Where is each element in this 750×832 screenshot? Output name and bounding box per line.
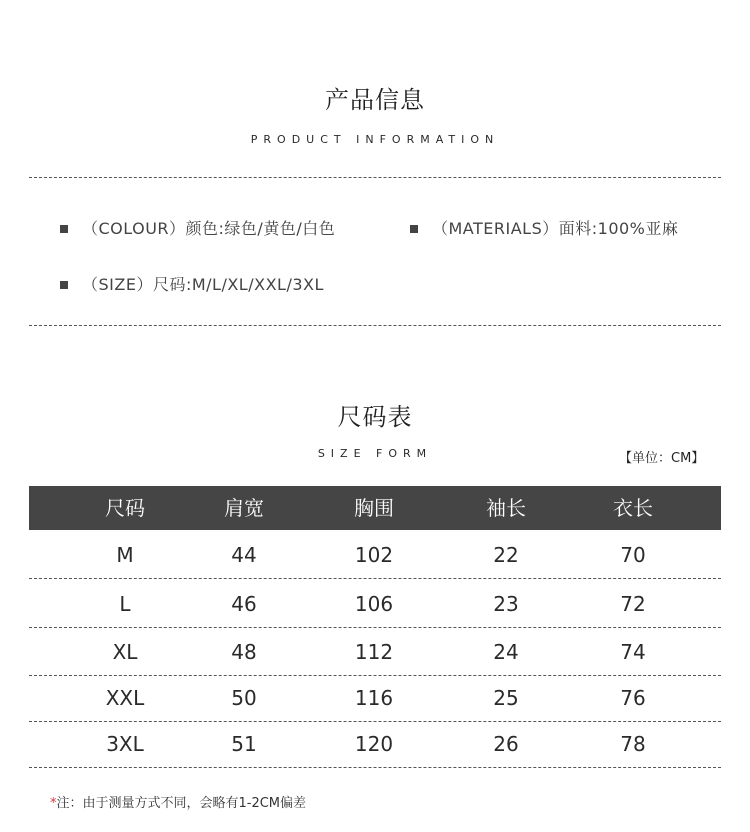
product-info-subtitle: PRODUCT INFORMATION bbox=[250, 133, 500, 146]
cell-shoulder: 46 bbox=[231, 592, 257, 616]
size-table-header bbox=[29, 486, 721, 530]
square-bullet-icon bbox=[60, 225, 68, 233]
cell-sleeve: 24 bbox=[493, 640, 519, 664]
cell-chest: 102 bbox=[354, 543, 394, 567]
note-asterisk: * bbox=[50, 796, 57, 811]
square-bullet-icon bbox=[410, 225, 418, 233]
size-info bbox=[60, 272, 324, 295]
cell-chest: 116 bbox=[354, 686, 394, 710]
cell-length: 70 bbox=[620, 543, 646, 567]
header-sleeve: 袖长 bbox=[486, 496, 526, 520]
cell-shoulder: 51 bbox=[231, 732, 257, 756]
cell-chest: 112 bbox=[354, 640, 394, 664]
cell-size: 3XL bbox=[106, 732, 144, 756]
table-row bbox=[29, 532, 721, 579]
cell-sleeve: 25 bbox=[493, 686, 519, 710]
measurement-note bbox=[50, 792, 306, 811]
table-row bbox=[29, 629, 721, 676]
cell-length: 76 bbox=[620, 686, 646, 710]
note-text: 注：由于测量方式不同，会略有1-2CM偏差 bbox=[56, 796, 307, 811]
square-bullet-icon bbox=[60, 281, 68, 289]
materials-info bbox=[410, 216, 678, 239]
cell-length: 78 bbox=[620, 732, 646, 756]
header-chest: 胸围 bbox=[354, 496, 394, 520]
cell-shoulder: 48 bbox=[231, 640, 257, 664]
table-row bbox=[29, 721, 721, 768]
cell-shoulder: 44 bbox=[231, 543, 257, 567]
size-form-title: 尺码表 bbox=[337, 403, 413, 431]
divider-middle bbox=[29, 325, 721, 326]
header-size: 尺码 bbox=[105, 496, 145, 520]
header-shoulder: 肩宽 bbox=[224, 496, 264, 520]
cell-sleeve: 23 bbox=[493, 592, 519, 616]
unit-label: 【单位：CM】 bbox=[619, 451, 705, 466]
cell-length: 74 bbox=[620, 640, 646, 664]
size-text: （SIZE）尺码:M/L/XL/XXL/3XL bbox=[82, 275, 324, 294]
cell-chest: 106 bbox=[354, 592, 394, 616]
cell-size: XL bbox=[112, 640, 138, 664]
cell-size: M bbox=[116, 543, 134, 567]
cell-length: 72 bbox=[620, 592, 646, 616]
product-info-title: 产品信息 bbox=[325, 86, 425, 114]
cell-sleeve: 26 bbox=[493, 732, 519, 756]
table-row bbox=[29, 581, 721, 628]
table-row bbox=[29, 675, 721, 722]
cell-size: L bbox=[119, 592, 131, 616]
cell-chest: 120 bbox=[354, 732, 394, 756]
header-length: 衣长 bbox=[613, 496, 653, 520]
divider-top bbox=[29, 177, 721, 178]
cell-size: XXL bbox=[105, 686, 145, 710]
cell-shoulder: 50 bbox=[231, 686, 257, 710]
size-form-subtitle: SIZE FORM bbox=[317, 447, 433, 460]
colour-text: （COLOUR）颜色:绿色/黄色/白色 bbox=[82, 219, 336, 238]
colour-info bbox=[60, 216, 335, 239]
cell-sleeve: 22 bbox=[493, 543, 519, 567]
materials-text: （MATERIALS）面料:100%亚麻 bbox=[432, 219, 679, 238]
